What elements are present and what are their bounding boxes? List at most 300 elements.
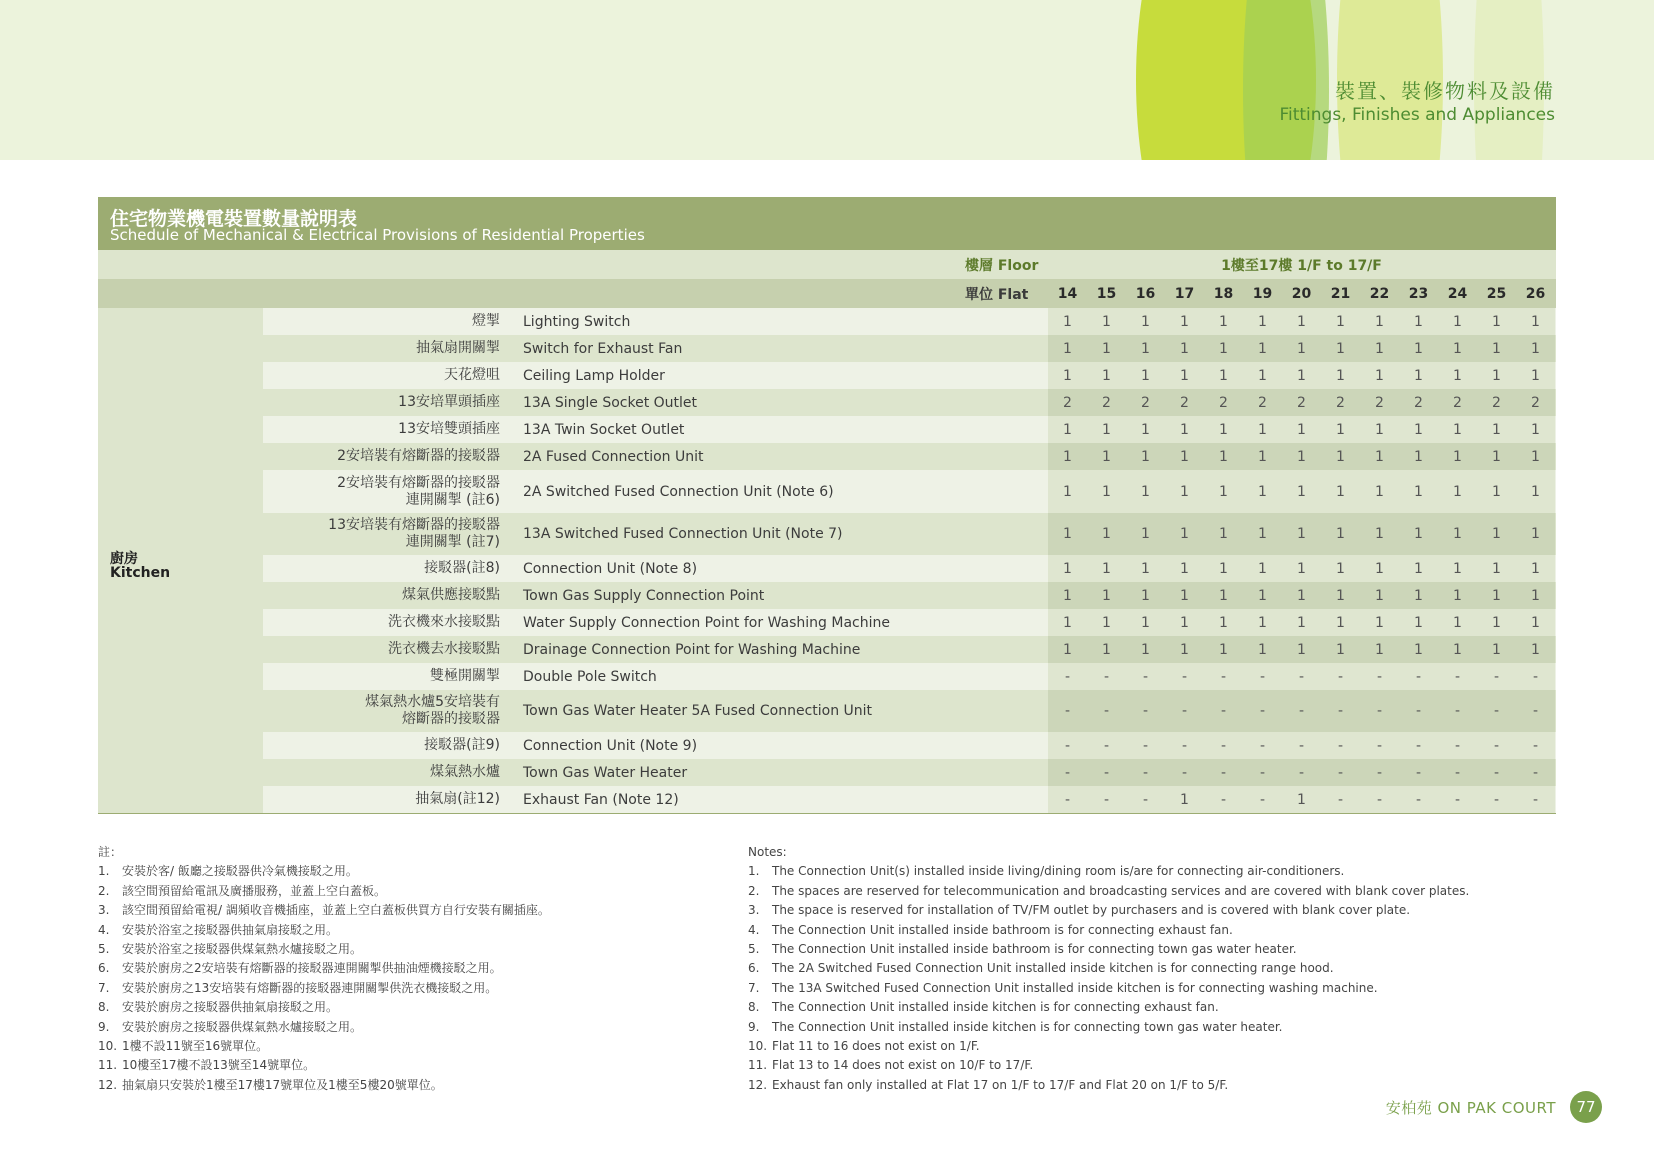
table-cell: 1 xyxy=(1297,587,1306,604)
table-cell: 1 xyxy=(1375,313,1384,330)
table-cell: - xyxy=(1259,764,1266,781)
table-cell: 1 xyxy=(1102,313,1111,330)
note-number: 8. xyxy=(748,1000,760,1015)
note-number: 5. xyxy=(748,942,760,957)
table-cell: 1 xyxy=(1258,421,1267,438)
table-cell: - xyxy=(1259,737,1266,754)
note-item xyxy=(748,998,1469,1017)
note-number: 2. xyxy=(98,883,110,898)
table-cell: 2 xyxy=(1180,394,1189,411)
table-row xyxy=(98,663,1556,690)
table-cell: 1 xyxy=(1336,421,1345,438)
item-label-en: 2A Fused Connection Unit xyxy=(523,448,704,465)
note-text: 安裝於浴室之接駁器供煤氣熱水爐接駁之用。 xyxy=(122,942,363,957)
table-cell: 1 xyxy=(1297,526,1306,542)
table-cell: 2 xyxy=(1375,394,1384,411)
table-row xyxy=(98,470,1556,513)
table-cell: 1 xyxy=(1180,791,1189,808)
table-cell: 1 xyxy=(1258,641,1267,658)
table-cell: 1 xyxy=(1141,421,1150,438)
table-cell: 1 xyxy=(1102,587,1111,604)
note-number: 11. xyxy=(98,1058,118,1073)
table-cell: 1 xyxy=(1180,313,1189,330)
item-label-zh: 13安培單頭插座 xyxy=(398,394,500,410)
table-cell: 1 xyxy=(1453,641,1462,658)
table-cell: 1 xyxy=(1297,367,1306,384)
table-cell: 1 xyxy=(1375,587,1384,604)
table-row xyxy=(98,389,1556,416)
note-item xyxy=(98,998,550,1017)
note-number: 4. xyxy=(98,922,110,937)
table-cell: 1 xyxy=(1258,587,1267,604)
note-item xyxy=(748,1056,1469,1075)
table-row xyxy=(98,582,1556,609)
table-cell: - xyxy=(1142,703,1149,719)
table-cell: 1 xyxy=(1141,483,1150,500)
note-number: 11. xyxy=(748,1058,768,1073)
note-text: The Connection Unit installed inside bathroom is for connecting town gas water heater. xyxy=(772,942,1297,957)
note-item xyxy=(748,959,1469,978)
notes-zh-title: 註： xyxy=(98,845,123,859)
item-label-zh: 2安培裝有熔斷器的接駁器 連開關掣 (註6) xyxy=(337,474,500,508)
table-cell: 1 xyxy=(1336,587,1345,604)
notes-en-title: Notes: xyxy=(748,845,787,859)
table-cell: 1 xyxy=(1336,526,1345,542)
provisions-table xyxy=(98,250,1556,813)
section-label-en: Kitchen xyxy=(110,564,171,581)
floor-header-row xyxy=(98,250,1556,279)
table-row xyxy=(98,555,1556,582)
table-cell: 1 xyxy=(1297,791,1306,808)
table-cell: - xyxy=(1298,703,1305,719)
item-label-en: Switch for Exhaust Fan xyxy=(523,340,683,357)
note-number: 4. xyxy=(748,922,760,937)
table-cell: 1 xyxy=(1141,313,1150,330)
table-cell: - xyxy=(1220,703,1227,719)
table-cell: - xyxy=(1220,668,1227,685)
table-cell: - xyxy=(1532,737,1539,754)
table-cell: 1 xyxy=(1336,340,1345,357)
table-cell: 1 xyxy=(1297,313,1306,330)
table-cell: 1 xyxy=(1492,340,1501,357)
table-cell: - xyxy=(1220,737,1227,754)
table-cell: 1 xyxy=(1102,483,1111,500)
table-cell: 1 xyxy=(1102,641,1111,658)
table-cell: - xyxy=(1298,668,1305,685)
table-cell: 1 xyxy=(1375,483,1384,500)
table-cell: 1 xyxy=(1375,526,1384,542)
table-cell: 1 xyxy=(1141,526,1150,542)
table-title-bar xyxy=(98,197,1556,250)
table-cell: - xyxy=(1532,668,1539,685)
table-cell: 1 xyxy=(1219,641,1228,658)
table-cell: - xyxy=(1181,737,1188,754)
table-cell: 1 xyxy=(1180,448,1189,465)
item-label-zh: 煤氣熱水爐5安培裝有 熔斷器的接駁器 xyxy=(365,694,500,727)
table-cell: 1 xyxy=(1063,421,1072,438)
table-cell: - xyxy=(1064,737,1071,754)
table-cell: - xyxy=(1103,737,1110,754)
table-cell: 1 xyxy=(1531,421,1540,438)
table-cell: - xyxy=(1415,737,1422,754)
note-text: 該空間預留給電視/ 調頻收音機插座，並蓋上空白蓋板供買方自行安裝有關插座。 xyxy=(122,903,550,918)
table-cell: 2 xyxy=(1219,394,1228,411)
note-text: 安裝於浴室之接駁器供抽氣扇接駁之用。 xyxy=(122,922,339,937)
flat-number-19: 19 xyxy=(1252,285,1273,302)
table-cell: 1 xyxy=(1414,526,1423,542)
table-cell: 1 xyxy=(1453,614,1462,631)
note-text: 該空間預留給電訊及廣播服務，並蓋上空白蓋板。 xyxy=(122,883,387,898)
note-text: The Connection Unit installed inside kitchen is for connecting town gas water heater. xyxy=(772,1019,1283,1034)
table-cell: - xyxy=(1142,791,1149,808)
table-cell: 1 xyxy=(1531,641,1540,658)
item-label-en: Town Gas Water Heater xyxy=(523,764,688,781)
item-label-en: Exhaust Fan (Note 12) xyxy=(523,791,679,808)
table-cell: 1 xyxy=(1219,421,1228,438)
flat-number-18: 18 xyxy=(1213,285,1234,302)
table-cell: - xyxy=(1142,764,1149,781)
table-cell: - xyxy=(1220,791,1227,808)
flat-header-row xyxy=(98,279,1556,308)
table-cell: 1 xyxy=(1063,641,1072,658)
table-cell: - xyxy=(1493,668,1500,685)
table-cell: 1 xyxy=(1219,614,1228,631)
table-cell: 1 xyxy=(1063,560,1072,577)
table-cell: - xyxy=(1181,668,1188,685)
table-cell: 1 xyxy=(1375,614,1384,631)
table-cell: 1 xyxy=(1141,587,1150,604)
table-cell: 1 xyxy=(1531,526,1540,542)
table-cell: 1 xyxy=(1102,367,1111,384)
note-text: The Connection Unit installed inside bathroom is for connecting exhaust fan. xyxy=(772,922,1233,937)
table-cell: 2 xyxy=(1297,394,1306,411)
note-item xyxy=(98,882,550,901)
table-cell: 1 xyxy=(1219,367,1228,384)
table-cell: - xyxy=(1454,764,1461,781)
note-item xyxy=(98,1056,550,1075)
table-cell: 1 xyxy=(1375,421,1384,438)
table-cell: 1 xyxy=(1102,421,1111,438)
table-cell: 2 xyxy=(1063,394,1072,411)
note-item xyxy=(98,1037,550,1056)
table-cell: 1 xyxy=(1375,340,1384,357)
item-label-en: Connection Unit (Note 9) xyxy=(523,737,698,754)
table-cell: 1 xyxy=(1141,340,1150,357)
table-cell: 1 xyxy=(1492,313,1501,330)
table-cell: 1 xyxy=(1102,560,1111,577)
item-label-en: Town Gas Water Heater 5A Fused Connection Unit xyxy=(523,703,873,719)
floor-label: 樓層 Floor xyxy=(965,257,1039,274)
item-label-en: Lighting Switch xyxy=(523,313,631,330)
note-item xyxy=(748,921,1469,940)
table-cell: 1 xyxy=(1414,340,1423,357)
item-label-en: Drainage Connection Point for Washing Machine xyxy=(523,641,861,658)
section-title-zh: 裝置、裝修物料及設備 xyxy=(1335,79,1555,103)
floor-range: 1樓至17樓 1/F to 17/F xyxy=(1221,257,1382,274)
table-cell: 1 xyxy=(1492,526,1501,542)
table-cell: 1 xyxy=(1063,367,1072,384)
flat-number-24: 24 xyxy=(1447,285,1468,302)
item-label-zh: 天花燈咀 xyxy=(444,367,500,383)
table-cell: - xyxy=(1376,703,1383,719)
table-cell: 1 xyxy=(1102,448,1111,465)
table-cell: 1 xyxy=(1141,560,1150,577)
table-cell: 1 xyxy=(1453,587,1462,604)
note-item xyxy=(98,1076,550,1095)
note-number: 7. xyxy=(748,980,760,995)
table-cell: - xyxy=(1064,791,1071,808)
flat-number-22: 22 xyxy=(1369,285,1390,302)
table-cell: 2 xyxy=(1453,394,1462,411)
table-cell: 1 xyxy=(1531,587,1540,604)
table-cell: 1 xyxy=(1375,367,1384,384)
table-cell: 1 xyxy=(1141,614,1150,631)
note-text: 10樓至17樓不設13號至14號單位。 xyxy=(122,1058,316,1073)
table-cell: - xyxy=(1181,764,1188,781)
table-cell: 1 xyxy=(1414,421,1423,438)
table-cell: 2 xyxy=(1258,394,1267,411)
note-item xyxy=(98,901,550,920)
table-cell: - xyxy=(1337,668,1344,685)
table-cell: 1 xyxy=(1297,421,1306,438)
table-cell: 1 xyxy=(1063,587,1072,604)
note-item xyxy=(748,940,1469,959)
table-cell: 1 xyxy=(1258,448,1267,465)
note-number: 3. xyxy=(748,903,760,918)
table-cell: 1 xyxy=(1219,526,1228,542)
note-item xyxy=(98,959,550,978)
table-cell: 1 xyxy=(1492,483,1501,500)
item-label-zh: 抽氣扇開關掣 xyxy=(416,340,500,356)
note-text: 安裝於廚房之13安培裝有熔斷器的接駁器連開關掣供洗衣機接駁之用。 xyxy=(122,980,498,995)
table-cell: 1 xyxy=(1336,367,1345,384)
table-cell: 1 xyxy=(1336,483,1345,500)
note-item xyxy=(98,921,550,940)
table-cell: 1 xyxy=(1531,448,1540,465)
table-cell: 1 xyxy=(1375,641,1384,658)
page-number: 77 xyxy=(1570,1091,1602,1123)
note-item xyxy=(98,1018,550,1037)
table-cell: - xyxy=(1376,791,1383,808)
table-cell: 1 xyxy=(1414,614,1423,631)
item-label-zh: 雙極開關掣 xyxy=(430,668,500,684)
table-cell: 2 xyxy=(1531,394,1540,411)
table-cell: 1 xyxy=(1180,340,1189,357)
table-cell: - xyxy=(1259,703,1266,719)
table-cell: 1 xyxy=(1063,313,1072,330)
table-cell: 1 xyxy=(1531,367,1540,384)
note-item xyxy=(748,1037,1469,1056)
note-number: 8. xyxy=(98,1000,110,1015)
table-cell: 1 xyxy=(1141,367,1150,384)
table-cell: - xyxy=(1103,703,1110,719)
table-cell: 1 xyxy=(1180,526,1189,542)
table-cell: 1 xyxy=(1297,641,1306,658)
item-label-zh: 13安培裝有熔斷器的接駁器 連開關掣 (註7) xyxy=(328,517,500,550)
table-cell: 1 xyxy=(1453,526,1462,542)
flat-number-17: 17 xyxy=(1174,285,1195,302)
table-cell: 1 xyxy=(1453,483,1462,500)
table-cell: - xyxy=(1259,668,1266,685)
table-cell: - xyxy=(1415,791,1422,808)
table-cell: - xyxy=(1493,737,1500,754)
table-cell: - xyxy=(1064,764,1071,781)
table-cell: - xyxy=(1103,764,1110,781)
table-cell: 1 xyxy=(1102,614,1111,631)
table-cell: 1 xyxy=(1336,313,1345,330)
table-cell: - xyxy=(1532,791,1539,808)
note-number: 10. xyxy=(98,1039,118,1054)
note-item xyxy=(748,862,1469,881)
table-cell: 1 xyxy=(1492,367,1501,384)
table-cell: 1 xyxy=(1219,448,1228,465)
note-text: 1樓不設11號至16號單位。 xyxy=(122,1039,269,1054)
note-item xyxy=(748,1018,1469,1037)
item-label-zh: 2安培裝有熔斷器的接駁器 xyxy=(337,448,500,464)
note-text: 安裝於客/ 飯廳之接駁器供冷氣機接駁之用。 xyxy=(122,864,358,879)
note-number: 2. xyxy=(748,883,760,898)
table-cell: - xyxy=(1298,737,1305,754)
item-label-zh: 接駁器(註9) xyxy=(424,737,500,753)
table-cell: - xyxy=(1532,764,1539,781)
note-item xyxy=(98,979,550,998)
table-row xyxy=(98,362,1556,389)
table-cell: 1 xyxy=(1258,313,1267,330)
table-cell: - xyxy=(1337,791,1344,808)
table-cell: 1 xyxy=(1258,340,1267,357)
table-cell: - xyxy=(1415,764,1422,781)
table-cell: 1 xyxy=(1336,614,1345,631)
table-cell: 1 xyxy=(1297,614,1306,631)
table-cell: 1 xyxy=(1453,421,1462,438)
note-text: Flat 11 to 16 does not exist on 1/F. xyxy=(772,1039,980,1054)
table-cell: 1 xyxy=(1492,641,1501,658)
table-cell: - xyxy=(1064,703,1071,719)
notes-zh xyxy=(98,843,550,1095)
table-title-zh: 住宅物業機電裝置數量說明表 xyxy=(110,208,358,230)
table-cell: 1 xyxy=(1297,483,1306,500)
item-label-zh: 13安培雙頭插座 xyxy=(398,421,500,437)
note-text: The Connection Unit(s) installed inside living/dining room is/are for connecting air-conditioners. xyxy=(772,864,1345,879)
table-cell: 2 xyxy=(1414,394,1423,411)
table-cell: 1 xyxy=(1180,367,1189,384)
table-cell: - xyxy=(1454,668,1461,685)
note-text: Exhaust fan only installed at Flat 17 on 1/F to 17/F and Flat 20 on 1/F to 5/F. xyxy=(772,1077,1229,1092)
table-cell: - xyxy=(1493,791,1500,808)
table-cell: 1 xyxy=(1180,614,1189,631)
table-cell: 1 xyxy=(1492,587,1501,604)
table-cell: 1 xyxy=(1180,483,1189,500)
table-cell: 1 xyxy=(1375,448,1384,465)
table-cell: 1 xyxy=(1063,614,1072,631)
note-number: 5. xyxy=(98,942,110,957)
table-cell: - xyxy=(1376,737,1383,754)
table-cell: - xyxy=(1493,764,1500,781)
note-number: 1. xyxy=(98,864,110,879)
table-cell: 1 xyxy=(1063,340,1072,357)
section-label-zh: 廚房 xyxy=(110,550,138,567)
table-cell: - xyxy=(1376,668,1383,685)
table-cell: 1 xyxy=(1219,340,1228,357)
note-number: 7. xyxy=(98,980,110,995)
flat-label: 單位 Flat xyxy=(965,286,1029,303)
table-cell: - xyxy=(1415,668,1422,685)
note-item xyxy=(748,1076,1469,1095)
table-cell: 1 xyxy=(1531,614,1540,631)
table-cell: - xyxy=(1142,668,1149,685)
note-text: Flat 13 to 14 does not exist on 10/F to 17/F. xyxy=(772,1058,1034,1073)
table-cell: 1 xyxy=(1336,641,1345,658)
note-text: 安裝於廚房之接駁器供煤氣熱水爐接駁之用。 xyxy=(122,1019,363,1034)
note-number: 12. xyxy=(98,1077,118,1092)
table-cell: 1 xyxy=(1180,641,1189,658)
item-label-en: Ceiling Lamp Holder xyxy=(523,367,665,384)
table-cell: 1 xyxy=(1453,340,1462,357)
note-number: 9. xyxy=(98,1019,110,1034)
table-cell: - xyxy=(1493,703,1500,719)
table-cell: 1 xyxy=(1336,448,1345,465)
item-label-zh: 燈掣 xyxy=(472,313,500,329)
table-cell: 2 xyxy=(1102,394,1111,411)
table-cell: 1 xyxy=(1258,483,1267,500)
item-label-zh: 煤氣供應接駁點 xyxy=(402,587,500,603)
table-row xyxy=(98,732,1556,759)
table-cell: 1 xyxy=(1180,560,1189,577)
table-cell: 1 xyxy=(1297,340,1306,357)
note-item xyxy=(98,862,550,881)
table-cell: 1 xyxy=(1063,483,1072,500)
table-cell: 1 xyxy=(1531,560,1540,577)
flat-number-21: 21 xyxy=(1330,285,1351,302)
item-label-zh: 洗衣機去水接駁點 xyxy=(388,641,500,657)
table-cell: 1 xyxy=(1180,587,1189,604)
table-row xyxy=(98,443,1556,470)
table-cell: - xyxy=(1454,791,1461,808)
table-cell: 1 xyxy=(1414,560,1423,577)
table-cell: 1 xyxy=(1375,560,1384,577)
table-cell: 1 xyxy=(1492,448,1501,465)
table-cell: 1 xyxy=(1414,313,1423,330)
table-row xyxy=(98,759,1556,786)
table-cell: 1 xyxy=(1531,340,1540,357)
table-cell: 1 xyxy=(1531,313,1540,330)
table-cell: 1 xyxy=(1258,560,1267,577)
table-cell: - xyxy=(1532,703,1539,719)
item-label-en: Double Pole Switch xyxy=(523,668,657,685)
table-cell: - xyxy=(1337,737,1344,754)
note-text: The 2A Switched Fused Connection Unit installed inside kitchen is for connecting range hood. xyxy=(772,961,1334,976)
table-row xyxy=(98,609,1556,636)
table-cell: - xyxy=(1103,668,1110,685)
item-label-en: 13A Switched Fused Connection Unit (Note 7) xyxy=(523,526,843,542)
note-item xyxy=(748,979,1469,998)
note-number: 12. xyxy=(748,1077,768,1092)
table-row xyxy=(98,636,1556,663)
table-cell: - xyxy=(1220,764,1227,781)
table-cell: 1 xyxy=(1414,483,1423,500)
table-cell: 2 xyxy=(1336,394,1345,411)
table-bottom-rule xyxy=(98,813,1556,814)
table-cell: - xyxy=(1259,791,1266,808)
table-row xyxy=(98,308,1556,335)
table-cell: 1 xyxy=(1414,587,1423,604)
note-text: 安裝於廚房之接駁器供抽氣扇接駁之用。 xyxy=(122,1000,339,1015)
note-item xyxy=(748,882,1469,901)
table-cell: - xyxy=(1298,764,1305,781)
header-banner xyxy=(0,0,1654,160)
development-name: 安柏苑 ON PAK COURT xyxy=(1385,1098,1556,1117)
flat-number-23: 23 xyxy=(1408,285,1429,302)
